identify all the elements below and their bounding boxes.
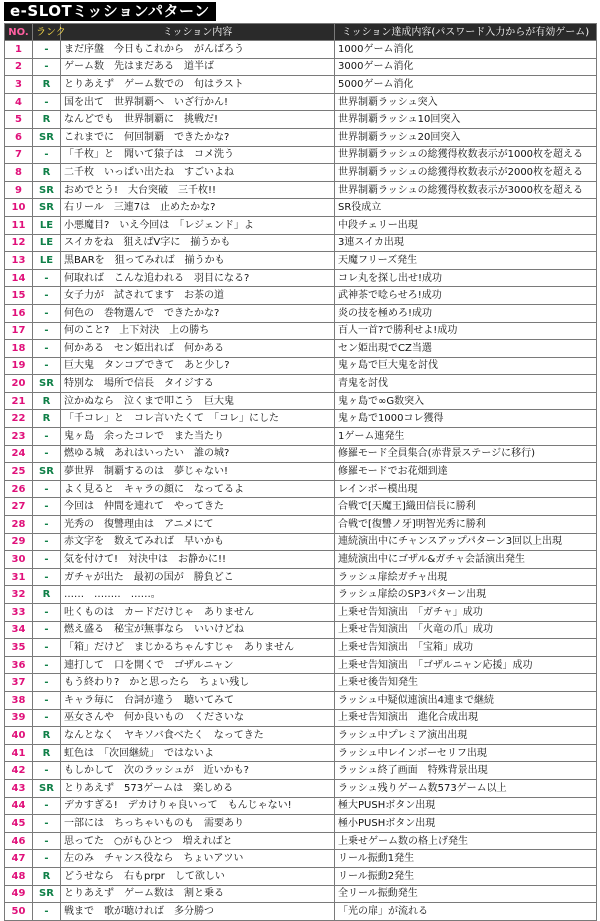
mission-table [4,23,597,921]
mission-content: ゲーム数 先はまだある 道半ば [61,58,335,76]
mission-content: 夢世界 制覇するのは 夢じゃない! [61,463,335,481]
mission-condition: 鬼ヶ島で巨大鬼を討伐 [335,357,597,375]
mission-content: 特別な 場所で信長 タイジする [61,375,335,393]
mission-content: 巫女さんや 何か良いもの くださいな [61,709,335,727]
table-row [5,656,597,674]
mission-rank: SR [33,779,61,797]
mission-condition: 連続演出中にゴザル&ガチャ会話演出発生 [335,551,597,569]
table-row [5,674,597,692]
mission-rank: LE [33,252,61,270]
table-row [5,709,597,727]
mission-rank: SR [33,375,61,393]
mission-condition: 天魔フリーズ発生 [335,252,597,270]
mission-content: 思ってた ○がもひとつ 増えればと [61,832,335,850]
table-row [5,375,597,393]
mission-rank: - [33,516,61,534]
mission-condition: 青鬼を討伐 [335,375,597,393]
mission-number: 22 [5,410,33,428]
mission-rank: R [33,727,61,745]
mission-rank: - [33,287,61,305]
mission-content: どうせなら 右もprpr して欲しい [61,867,335,885]
mission-rank: - [33,322,61,340]
mission-condition: 連続演出中にチャンスアップパターン3回以上出現 [335,533,597,551]
mission-rank: SR [33,199,61,217]
table-row [5,58,597,76]
header-content: ミッション内容 [61,24,335,41]
mission-number: 42 [5,762,33,780]
mission-content: とりあえず ゲーム数は 割と乗る [61,885,335,903]
table-row [5,903,597,921]
mission-number: 26 [5,480,33,498]
table-row [5,111,597,129]
mission-rank: - [33,639,61,657]
table-row [5,779,597,797]
mission-condition: 中段チェリー出現 [335,216,597,234]
mission-number: 43 [5,779,33,797]
table-body [5,41,597,921]
table-row [5,357,597,375]
table-row [5,146,597,164]
mission-content: 左のみ チャンス役なら ちょいアツい [61,850,335,868]
table-row [5,463,597,481]
mission-number: 9 [5,181,33,199]
mission-condition: ラッシュ中レインボーセリフ出現 [335,744,597,762]
mission-condition: 鬼ヶ島で∞G数突入 [335,392,597,410]
mission-content: 何かある セン姫出れば 何かある [61,340,335,358]
mission-condition: 鬼ヶ島で1000コレ獲得 [335,410,597,428]
mission-condition: 極大PUSHボタン出現 [335,797,597,815]
mission-number: 15 [5,287,33,305]
title-bar [0,0,600,23]
mission-rank: - [33,674,61,692]
mission-content: まだ序盤 今日もこれから がんばろう [61,41,335,59]
mission-condition: 修羅モード全員集合(赤背景ステージに移行) [335,445,597,463]
mission-condition: 武神茶で唸らせろ!成功 [335,287,597,305]
mission-content: もう終わり? かと思ったら ちょい残し [61,674,335,692]
mission-rank: R [33,744,61,762]
mission-condition: 1ゲーム連発生 [335,428,597,446]
header-row [5,24,597,41]
table-row [5,551,597,569]
table-row [5,639,597,657]
mission-rank: - [33,691,61,709]
table-row [5,498,597,516]
mission-number: 31 [5,568,33,586]
mission-condition: 上乗せ告知演出 「宝箱」成功 [335,639,597,657]
mission-number: 29 [5,533,33,551]
mission-rank: - [33,709,61,727]
mission-number: 30 [5,551,33,569]
mission-content: 戦まで 歌が聴ければ 多分勝つ [61,903,335,921]
mission-content: 二千枚 いっぱい出たね すごいよね [61,164,335,182]
mission-content: 泣かぬなら 泣くまで叩こう 巨大鬼 [61,392,335,410]
table-row [5,287,597,305]
mission-rank: - [33,604,61,622]
mission-condition: ラッシュ中疑似連演出4連まで継続 [335,691,597,709]
mission-content: 小悪魔目? いえ今回は 「レジェンド」よ [61,216,335,234]
table-header [5,24,597,41]
mission-content: とりあえず ゲーム数での 旬はラスト [61,76,335,94]
mission-content: 鬼ヶ島 余ったコレで また当たり [61,428,335,446]
table-row [5,586,597,604]
mission-rank: - [33,146,61,164]
table-row [5,727,597,745]
mission-condition: 上乗せ告知演出 「ガチャ」成功 [335,604,597,622]
table-row [5,867,597,885]
table-row [5,322,597,340]
mission-condition: 世界制覇ラッシュ突入 [335,93,597,111]
table-row [5,164,597,182]
mission-rank: - [33,762,61,780]
mission-rank: R [33,586,61,604]
mission-number: 16 [5,304,33,322]
mission-rank: R [33,111,61,129]
table-row [5,850,597,868]
mission-rank: - [33,568,61,586]
mission-content: ガチャが出た 最初の国が 勝負どこ [61,568,335,586]
table-row [5,621,597,639]
mission-content: 右リール 三連7は 止めたかな? [61,199,335,217]
mission-number: 8 [5,164,33,182]
mission-number: 17 [5,322,33,340]
mission-number: 11 [5,216,33,234]
table-row [5,128,597,146]
mission-number: 6 [5,128,33,146]
table-row [5,832,597,850]
table-row [5,568,597,586]
mission-rank: - [33,445,61,463]
mission-content: 一部には ちっちゃいものも 需要あり [61,815,335,833]
mission-number: 45 [5,815,33,833]
table-row [5,76,597,94]
table-row [5,269,597,287]
mission-number: 4 [5,93,33,111]
mission-rank: R [33,392,61,410]
table-row [5,480,597,498]
mission-condition: 世界制覇ラッシュの総獲得枚数表示が2000枚を超える [335,164,597,182]
mission-number: 20 [5,375,33,393]
mission-number: 3 [5,76,33,94]
mission-condition: 5000ゲーム消化 [335,76,597,94]
mission-condition: ラッシュ終了画面 特殊背景出現 [335,762,597,780]
mission-content: スイカをね 狙えばV字に 揃うかも [61,234,335,252]
mission-rank: - [33,903,61,921]
mission-number: 27 [5,498,33,516]
mission-content: 気を付けて! 対決中は お静かに!! [61,551,335,569]
mission-rank: - [33,93,61,111]
mission-condition: 世界制覇ラッシュの総獲得枚数表示が3000枚を超える [335,181,597,199]
mission-condition: 極小PUSHボタン出現 [335,815,597,833]
mission-rank: - [33,621,61,639]
mission-number: 10 [5,199,33,217]
mission-content: 女子力が 試されてます お茶の道 [61,287,335,305]
mission-content: よく見ると キャラの顔に なってるよ [61,480,335,498]
mission-number: 41 [5,744,33,762]
table-row [5,691,597,709]
mission-rank: - [33,815,61,833]
mission-condition: 上乗せゲーム数の格上げ発生 [335,832,597,850]
mission-condition: 1000ゲーム消化 [335,41,597,59]
mission-condition: 修羅モードでお花畑到達 [335,463,597,481]
table-row [5,445,597,463]
mission-content: とりあえず 573ゲームは 楽しめる [61,779,335,797]
table-row [5,797,597,815]
mission-number: 13 [5,252,33,270]
mission-content: ‥‥‥ ‥‥‥‥ ‥‥‥。 [61,586,335,604]
mission-number: 25 [5,463,33,481]
mission-number: 18 [5,340,33,358]
table-row [5,516,597,534]
mission-number: 33 [5,604,33,622]
mission-number: 23 [5,428,33,446]
mission-number: 24 [5,445,33,463]
table-row [5,234,597,252]
mission-content: なんとなく ヤキソバ食べたく なってきた [61,727,335,745]
mission-rank: SR [33,181,61,199]
mission-content: 燃え盛る 秘宝が無事なら いいけどね [61,621,335,639]
mission-condition: 上乗せ後告知発生 [335,674,597,692]
mission-number: 35 [5,639,33,657]
table-row [5,93,597,111]
table-row [5,199,597,217]
table-row [5,392,597,410]
mission-number: 32 [5,586,33,604]
mission-number: 39 [5,709,33,727]
mission-condition: ラッシュ扉絵ガチャ出現 [335,568,597,586]
table-row [5,41,597,59]
mission-rank: - [33,850,61,868]
mission-rank: SR [33,885,61,903]
mission-condition: リール振動2発生 [335,867,597,885]
mission-content: おめでとう! 大台突破 三千枚!! [61,181,335,199]
table-row [5,216,597,234]
mission-rank: - [33,269,61,287]
mission-number: 5 [5,111,33,129]
mission-condition: 世界制覇ラッシュ20回突入 [335,128,597,146]
mission-rank: R [33,76,61,94]
mission-condition: レインボー模出現 [335,480,597,498]
mission-rank: LE [33,234,61,252]
mission-content: 巨大鬼 タンコブできて あと少し? [61,357,335,375]
mission-content: 国を出て 世界制覇へ いざ行かん! [61,93,335,111]
mission-number: 12 [5,234,33,252]
mission-number: 50 [5,903,33,921]
mission-condition: 世界制覇ラッシュ10回突入 [335,111,597,129]
table-row [5,533,597,551]
mission-condition: 上乗せ告知演出 「火竜の爪」成功 [335,621,597,639]
mission-content: 連打して 口を開くで ゴザルニャン [61,656,335,674]
mission-number: 40 [5,727,33,745]
mission-content: これまでに 何回制覇 できたかな? [61,128,335,146]
mission-condition: ラッシュ残りゲーム数573ゲーム以上 [335,779,597,797]
mission-number: 47 [5,850,33,868]
mission-content: 「千枚」と 聞いて猿子は コメ洗う [61,146,335,164]
mission-condition: 「光の扉」が流れる [335,903,597,921]
mission-number: 34 [5,621,33,639]
table-row [5,181,597,199]
table-row [5,304,597,322]
mission-condition: 世界制覇ラッシュの総獲得枚数表示が1000枚を超える [335,146,597,164]
mission-condition: ラッシュ中プレミア演出出現 [335,727,597,745]
table-row [5,744,597,762]
mission-condition: 全リール振動発生 [335,885,597,903]
mission-number: 46 [5,832,33,850]
mission-content: なんどでも 世界制覇に 挑戦だ! [61,111,335,129]
mission-content: 光秀の 復讐理由は アニメにて [61,516,335,534]
table-row [5,815,597,833]
mission-condition: SR役成立 [335,199,597,217]
table-row [5,428,597,446]
mission-content: 「千コレ」と コレ言いたくて 「コレ」にした [61,410,335,428]
mission-content: 虹色は 「次回継続」 ではないよ [61,744,335,762]
header-no: NO. [5,24,33,41]
mission-rank: - [33,58,61,76]
mission-content: 吐くものは カードだけじゃ ありません [61,604,335,622]
mission-content: もしかして 次のラッシュが 近いかも? [61,762,335,780]
mission-rank: - [33,357,61,375]
mission-content: 赤文字を 数えてみれば 早いかも [61,533,335,551]
mission-number: 37 [5,674,33,692]
mission-number: 19 [5,357,33,375]
mission-rank: - [33,480,61,498]
mission-rank: R [33,410,61,428]
mission-condition: 3000ゲーム消化 [335,58,597,76]
mission-rank: - [33,533,61,551]
mission-rank: - [33,340,61,358]
mission-condition: 上乗せ告知演出 進化合成出現 [335,709,597,727]
mission-rank: R [33,164,61,182]
mission-content: 燃ゆる城 あれはいったい 誰の城? [61,445,335,463]
mission-content: 今回は 仲間を連れて やってきた [61,498,335,516]
mission-condition: 上乗せ告知演出 「ゴザルニャン応援」成功 [335,656,597,674]
mission-number: 7 [5,146,33,164]
mission-rank: - [33,832,61,850]
table-row [5,604,597,622]
mission-rank: - [33,797,61,815]
mission-number: 49 [5,885,33,903]
mission-condition: 炎の技を極めろ!成功 [335,304,597,322]
mission-content: キャラ毎に 台詞が違う 聴いてみて [61,691,335,709]
mission-number: 48 [5,867,33,885]
mission-condition: リール振動1発生 [335,850,597,868]
mission-rank: SR [33,128,61,146]
mission-rank: SR [33,463,61,481]
mission-rank: - [33,498,61,516]
mission-condition: 百人一首?で勝利せよ!成功 [335,322,597,340]
page-title: e-SLOTミッションパターン [4,2,216,21]
mission-content: 「箱」だけど まじかるちゃんすじゃ ありません [61,639,335,657]
mission-content: 黒BARを 狙ってみれば 揃うかも [61,252,335,270]
mission-content: 何取れば こんな追われる 羽目になる? [61,269,335,287]
mission-number: 14 [5,269,33,287]
mission-rank: R [33,867,61,885]
mission-rank: - [33,41,61,59]
mission-number: 28 [5,516,33,534]
mission-rank: LE [33,216,61,234]
mission-condition: セン姫出現でCZ当選 [335,340,597,358]
mission-number: 44 [5,797,33,815]
table-row [5,340,597,358]
table-row [5,410,597,428]
mission-condition: 3連スイカ出現 [335,234,597,252]
mission-rank: - [33,551,61,569]
mission-rank: - [33,304,61,322]
header-condition: ミッション達成内容(パスワード入力からが有効ゲーム) [335,24,597,41]
mission-number: 38 [5,691,33,709]
mission-condition: ラッシュ扉絵のSP3パターン出現 [335,586,597,604]
mission-number: 1 [5,41,33,59]
mission-condition: 合戦で[復讐ノ牙]明智光秀に勝利 [335,516,597,534]
header-rank: ランク [33,24,61,41]
mission-condition: コレ丸を探し出せ!成功 [335,269,597,287]
mission-rank: - [33,656,61,674]
mission-number: 2 [5,58,33,76]
mission-number: 21 [5,392,33,410]
mission-number: 36 [5,656,33,674]
table-row [5,252,597,270]
table-row [5,762,597,780]
mission-rank: - [33,428,61,446]
table-row [5,885,597,903]
mission-content: デカすぎる! デカけりゃ良いって もんじゃない! [61,797,335,815]
mission-content: 何色の 巻物選んで できたかな? [61,304,335,322]
mission-condition: 合戦で[天魔王]織田信長に勝利 [335,498,597,516]
mission-content: 何のこと? 上下対決 上の勝ち [61,322,335,340]
